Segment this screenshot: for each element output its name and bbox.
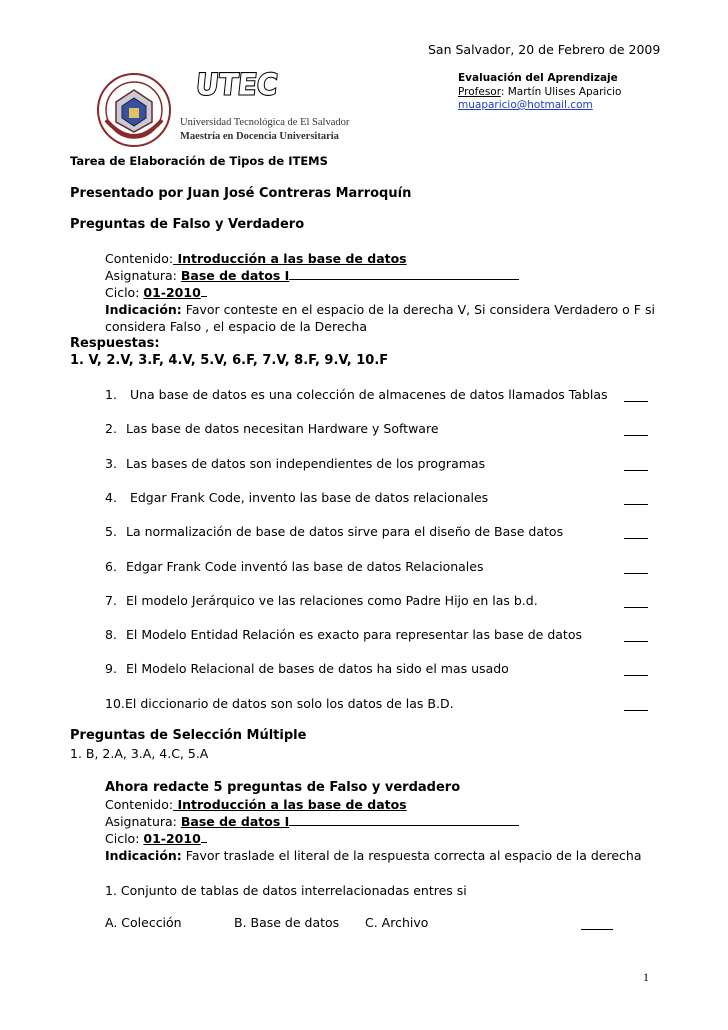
page-number: 1 [643,970,649,984]
question-item [105,456,485,471]
presented-by: Presentado por Juan José Contreras Marroquín [70,186,412,201]
utec-logo: UTEC [194,67,280,102]
question-text: El Modelo Entidad Relación es exacto para representar las base de datos [126,627,582,642]
question-text: Una base de datos es una colección de almacenes de datos llamados Tablas [126,387,608,402]
question-number: 8. [105,627,117,642]
question-text: Las bases de datos son independientes de los programas [126,456,486,471]
answer-blank[interactable] [624,435,648,436]
answer-blank[interactable] [624,538,648,539]
question-text: Edgar Frank Code inventó las base de datos Relacionales [126,559,484,574]
answer-blank[interactable] [624,607,648,608]
question-text: Edgar Frank Code, invento las base de datos relacionales [126,490,489,505]
answer-blank[interactable] [624,504,648,505]
question-item [105,559,483,574]
mc-answer-blank[interactable] [581,929,613,930]
mc-option-b: B. Base de datos [234,915,340,930]
ciclo-value: 01-2010 [143,285,201,300]
contenido-value-2: Introducción a las base de datos [173,797,407,812]
question-text: La normalización de base de datos sirve para el diseño de Base datos [126,524,564,539]
indicacion-label-2: Indicación: [105,848,182,863]
question-item [105,490,488,505]
question-number: 9. [105,661,117,676]
contenido-value: Introducción a las base de datos [173,251,407,266]
question-item [105,387,608,402]
question-text: El diccionario de datos son solo los datos de las B.D. [125,696,454,711]
answer-blank[interactable] [624,470,648,471]
question-text: Las base de datos necesitan Hardware y Software [126,421,439,436]
ciclo-label-2: Ciclo: [105,831,140,846]
asignatura-line [105,268,519,283]
question-number: 6. [105,559,117,574]
date-line: San Salvador, 20 de Febrero de 2009 [428,42,661,57]
question-number: 3. [105,456,117,471]
asignatura-underline [289,279,519,280]
section-true-false: Preguntas de Falso y Verdadero [70,217,305,232]
respuestas-value: 1. V, 2.V, 3.F, 4.V, 5.V, 6.F, 7.V, 8.F, 9.V, 10.F [70,353,389,368]
ciclo-line [105,285,207,300]
answer-blank[interactable] [624,675,648,676]
ciclo-underline-2 [201,842,207,843]
indicacion-tf-text-1: Favor conteste en el espacio de la derecha V, Si considera Verdadero o F si [185,302,655,317]
question-number: 2. [105,421,117,436]
question-text: El Modelo Relacional de bases de datos ha sido el mas usado [126,661,509,676]
contenido-line-2 [105,797,407,812]
ciclo-value-2: 01-2010 [143,831,201,846]
university-seal-icon [96,72,172,148]
mc-option-c: C. Archivo [365,915,429,930]
asignatura-underline-2 [289,825,519,826]
professor-name: : Martín Ulises Aparicio [500,86,622,98]
ciclo-underline [201,296,207,297]
question-item [105,661,509,676]
indicacion-tf-line-1 [105,302,655,317]
question-item [105,593,538,608]
indicacion-mc-text: Favor traslade el literal de la respuesta correcta al espacio de la derecha [185,848,642,863]
mc-answers: 1. B, 2.A, 3.A, 4.C, 5.A [70,746,209,761]
professor-line [458,86,621,98]
ciclo-line-2 [105,831,207,846]
professor-label: Profesor [458,86,501,98]
asignatura-line-2 [105,814,519,829]
email-link[interactable]: muaparicio@hotmail.com [458,99,593,111]
answer-blank[interactable] [624,710,648,711]
asignatura-label: Asignatura: [105,268,177,283]
answer-blank[interactable] [624,573,648,574]
asignatura-label-2: Asignatura: [105,814,177,829]
contenido-label: Contenido: [105,251,174,266]
respuestas-label: Respuestas: [70,336,160,351]
question-number: 7. [105,593,117,608]
indicacion-mc-line [105,848,642,863]
university-name: Universidad Tecnológica de El Salvador [180,117,350,128]
question-item [105,627,582,642]
question-text: El modelo Jerárquico ve las relaciones como Padre Hijo en las b.d. [126,593,538,608]
mc-option-a: A. Colección [105,915,182,930]
ciclo-label: Ciclo: [105,285,140,300]
asignatura-value: Base de datos I [180,268,290,283]
question-item [105,421,439,436]
question-item [105,524,563,539]
asignatura-value-2: Base de datos I [180,814,290,829]
indicacion-label: Indicación: [105,302,182,317]
masters-name: Maestría en Docencia Universitaria [180,131,339,142]
mc-question-1: 1. Conjunto de tablas de datos interrelacionadas entres si [105,883,467,898]
section-multiple-choice: Preguntas de Selección Múltiple [70,728,307,743]
answer-blank[interactable] [624,641,648,642]
question-number: 1. [105,387,117,402]
indicacion-tf-text-2: considera Falso , el espacio de la Derecha [105,319,368,334]
question-number: 5. [105,524,117,539]
answer-blank[interactable] [624,401,648,402]
evaluation-title: Evaluación del Aprendizaje [458,72,618,84]
question-item [105,696,454,711]
question-number: 10. [105,696,125,711]
contenido-line [105,251,407,266]
task-title: Tarea de Elaboración de Tipos de ITEMS [70,154,328,168]
question-number: 4. [105,490,117,505]
contenido-label-2: Contenido: [105,797,174,812]
redacte-instruction: Ahora redacte 5 preguntas de Falso y verdadero [105,780,461,795]
